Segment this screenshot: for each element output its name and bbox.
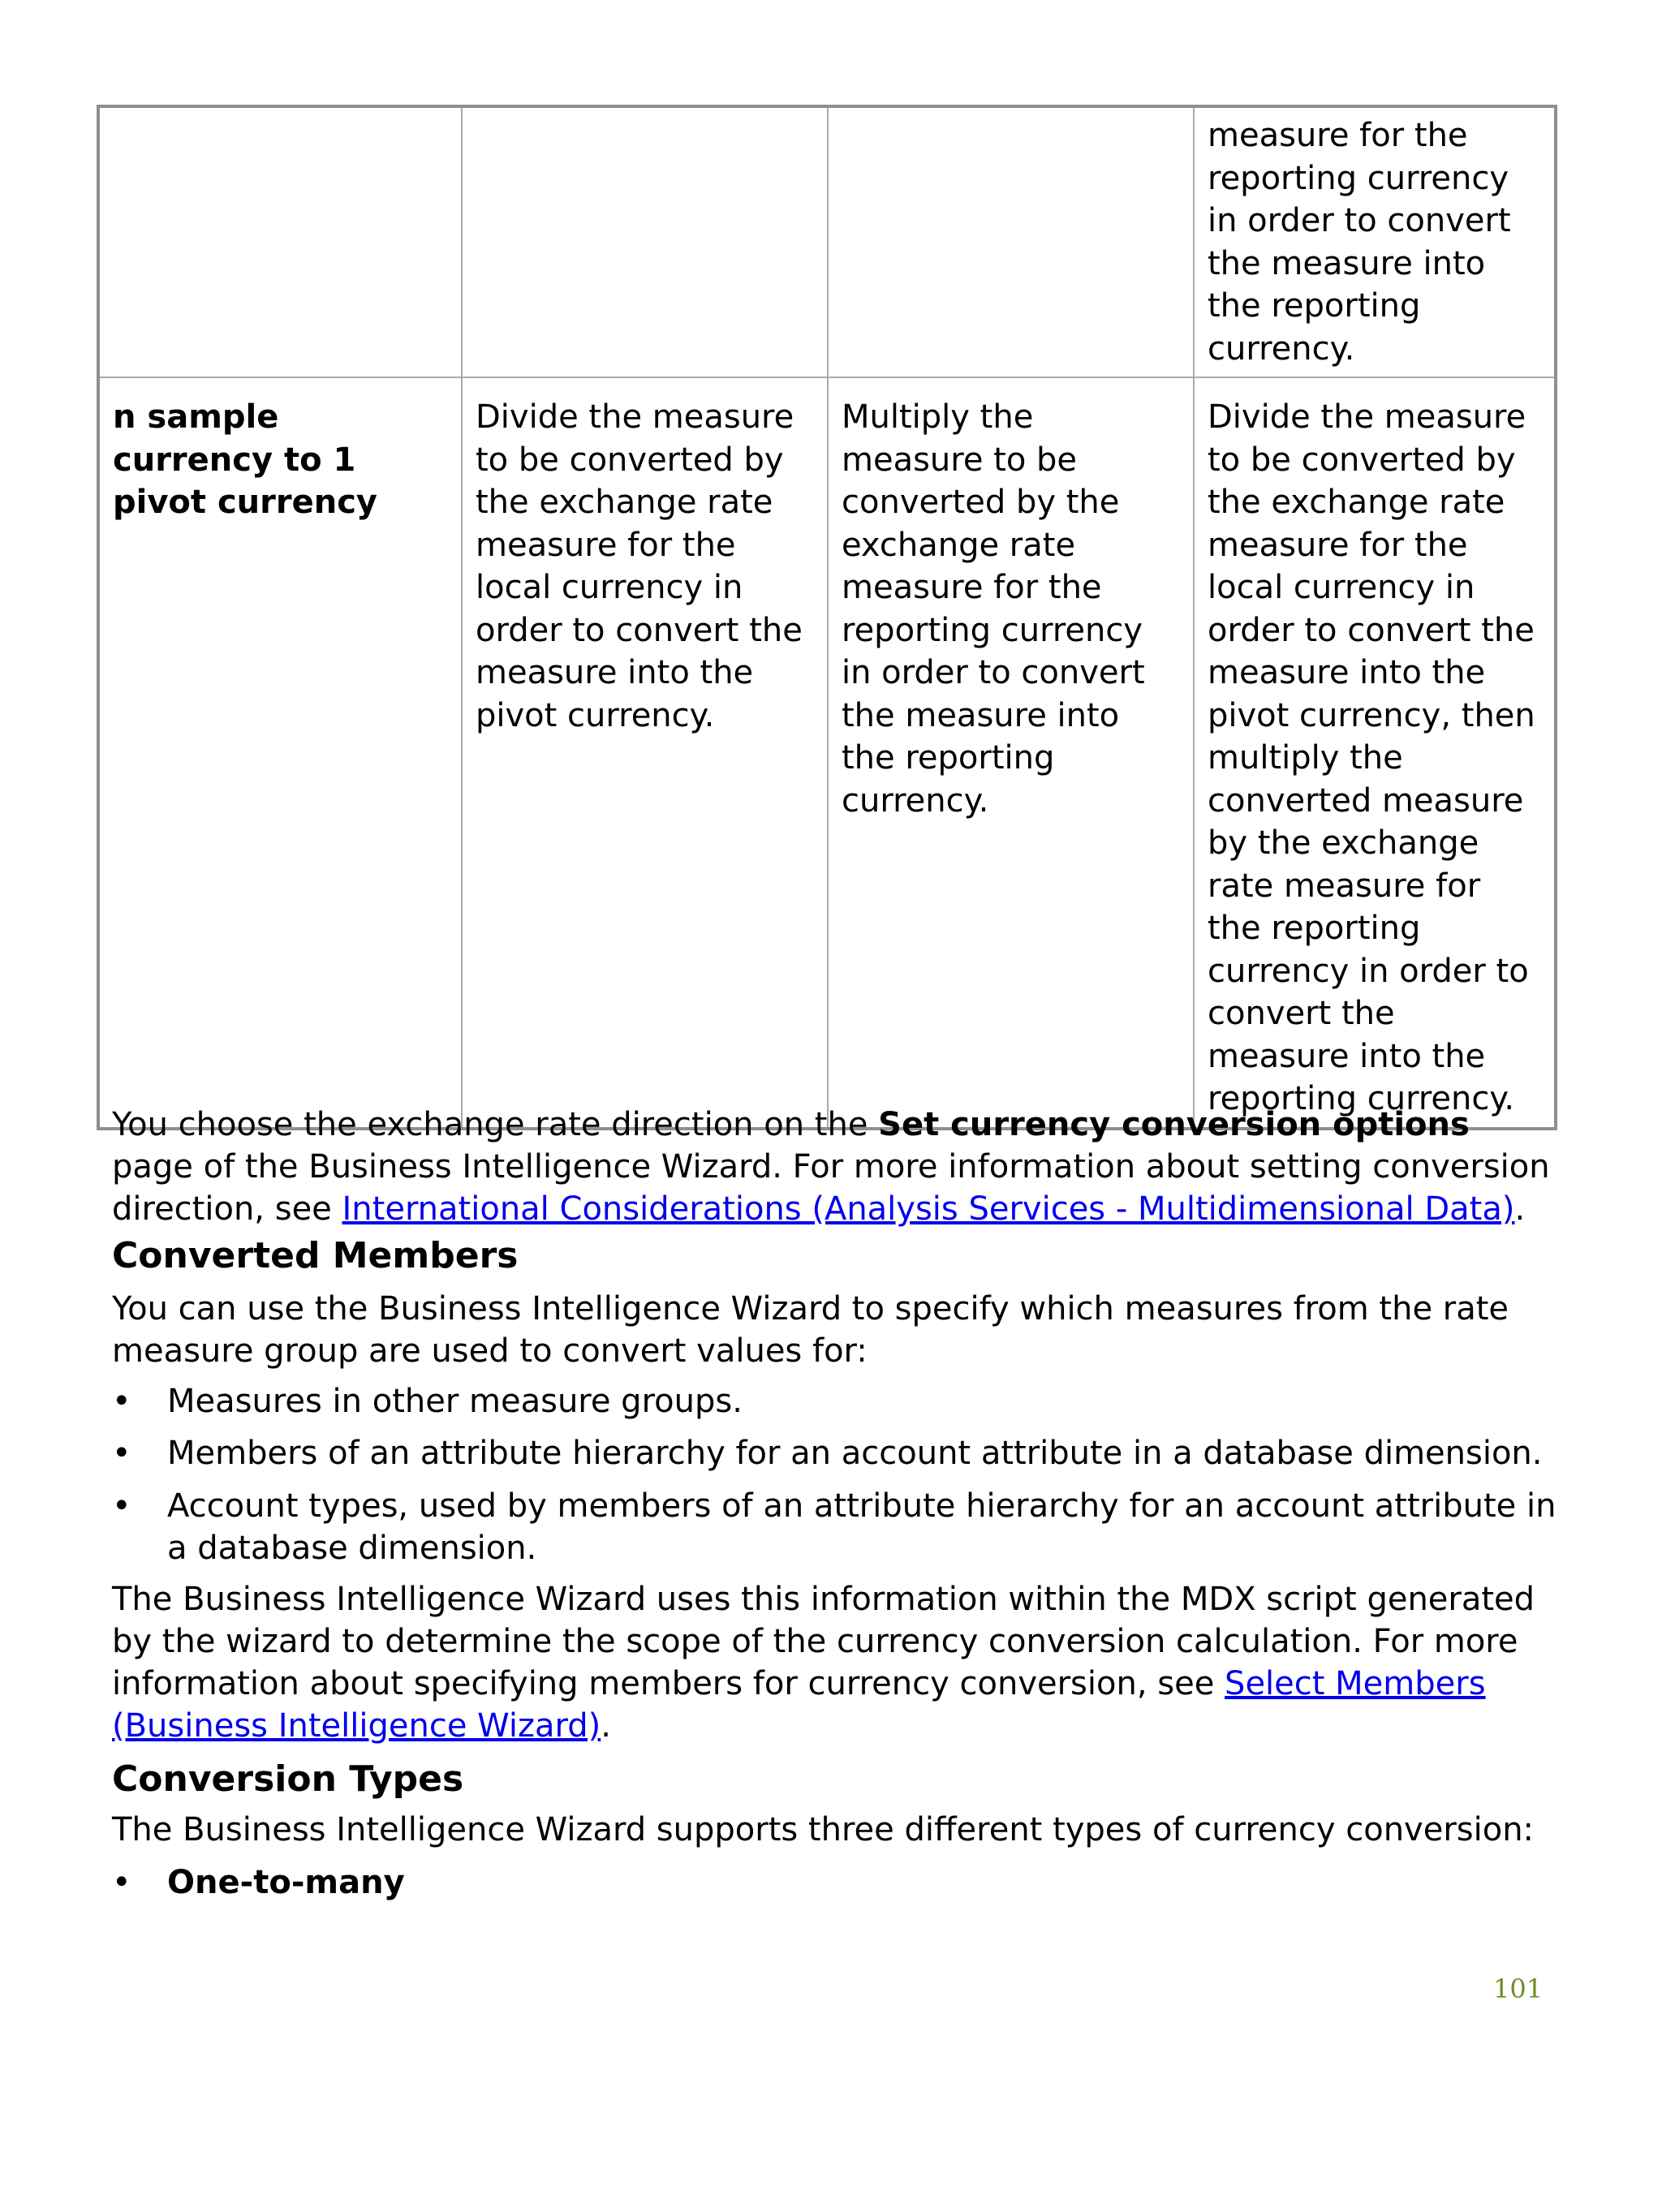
conversion-types-intro: The Business Intelligence Wizard supports three different types of currency conversion: xyxy=(112,1811,1535,1848)
table-cell xyxy=(462,106,828,377)
international-considerations-link[interactable]: International Considerations (Analysis Services - Multidimensional Data) xyxy=(342,1190,1515,1228)
ui-option-name: Set currency conversion options xyxy=(878,1106,1470,1143)
table-cell: Divide the measure to be converted by the exchange rate measure for the local currency in order to convert the measure into the pivot currency. xyxy=(462,377,828,1129)
paragraph-text: The Business Intelligence Wizard uses this information within the MDX script generated by the wizard to determine the scope of the currency conversion calculation. For more information about specifying members for currency conversion, see xyxy=(112,1581,1535,1702)
conversion-direction-table xyxy=(97,105,1557,1130)
table-row xyxy=(98,106,1556,377)
select-members-link[interactable]: Select Members (Business Intelligence Wizard) xyxy=(112,1665,1486,1745)
list-item-text: One-to-many xyxy=(167,1864,405,1901)
bullet-icon: • xyxy=(112,1383,131,1420)
bullet-icon: • xyxy=(112,1435,131,1472)
page-number: 101 xyxy=(1493,1973,1544,2004)
paragraph-text: . xyxy=(601,1707,611,1745)
list-item-text: Account types, used by members of an attribute hierarchy for an account attribute in a database dimension. xyxy=(167,1487,1557,1567)
table-cell xyxy=(98,106,462,377)
table-row xyxy=(98,377,1556,1129)
list-item xyxy=(112,1485,1557,1569)
paragraph-text: You choose the exchange rate direction on the xyxy=(112,1106,879,1143)
list-item xyxy=(112,1380,1557,1422)
scope-paragraph xyxy=(112,1578,1557,1747)
converted-members-heading: Converted Members xyxy=(112,1235,519,1276)
converted-members-intro: You can use the Business Intelligence Wizard to specify which measures from the rate measure group are used to convert values for: xyxy=(112,1290,1509,1370)
bullet-icon: • xyxy=(112,1487,131,1525)
list-item xyxy=(112,1861,1557,1904)
list-item xyxy=(112,1432,1557,1474)
table-cell: measure for the reporting currency in order to convert the measure into the reporting currency. xyxy=(1194,106,1556,377)
paragraph-text: page of the Business Intelligence Wizard. For more information about setting conversion direction, see xyxy=(112,1148,1550,1228)
paragraph-text: . xyxy=(1514,1190,1526,1228)
list-item-text: Measures in other measure groups. xyxy=(167,1383,743,1420)
table-cell: Divide the measure to be converted by the exchange rate measure for the local currency in order to convert the measure into the pivot currency, then multiply the converted measure by the exchange rate measure for the reporting currency in order to convert the measure into the reporting currency. xyxy=(1194,377,1556,1129)
row-header-cell: n sample currency to 1 pivot currency xyxy=(98,377,462,1129)
table-cell xyxy=(828,106,1194,377)
list-item-text: Members of an attribute hierarchy for an account attribute in a database dimension. xyxy=(167,1435,1543,1472)
bullet-icon: • xyxy=(112,1864,131,1901)
exchange-direction-paragraph xyxy=(112,1104,1557,1230)
conversion-types-heading: Conversion Types xyxy=(112,1758,464,1800)
table-cell: Multiply the measure to be converted by the exchange rate measure for the reporting currency in order to convert the measure into the reporting currency. xyxy=(828,377,1194,1129)
